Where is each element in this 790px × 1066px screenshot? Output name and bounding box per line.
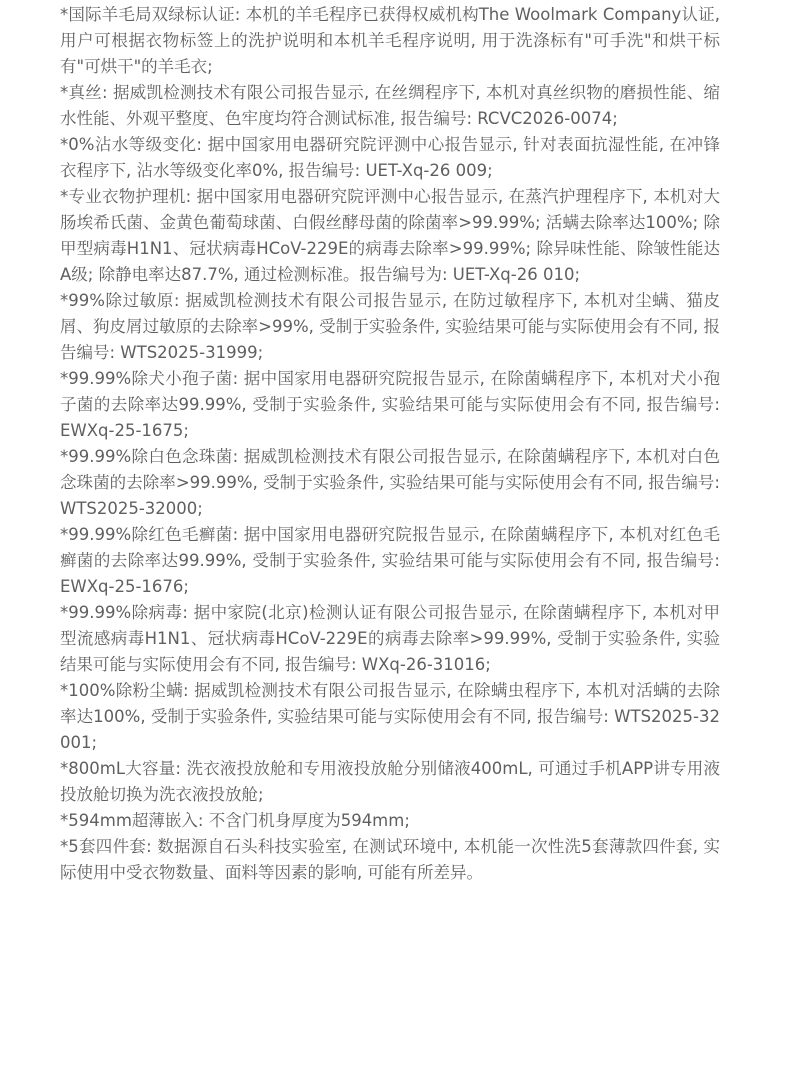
note-slim-built-in: *594mm超薄嵌入: 不含门机身厚度为594mm; — [60, 811, 410, 830]
note-water-repellency: *0%沾水等级变化: 据中国家用电器研究院评测中心报告显示, 针对表面抗湿性能, 在冲锋衣程序下, 沾水等级变化率0%, 报告编号: UET-Xq-26 009; — [60, 135, 720, 180]
note-dust-mite-removal: *100%除粉尘螨: 据威凯检测技术有限公司报告显示, 在除螨虫程序下, 本机对活螨的去除率达100%, 受制于实验条件, 实验结果可能与实际使用会有不同, 报告编号: WTS2025-32001; — [60, 681, 720, 752]
note-trichophyton-rubrum: *99.99%除红色毛癣菌: 据中国家用电器研究院报告显示, 在除菌螨程序下, 本机对红色毛癣菌的去除率达99.99%, 受制于实验条件, 实验结果可能与实际使用会有不同, 报告编号: EWXq-25-1676; — [60, 525, 720, 596]
note-detergent-capacity: *800mL大容量: 洗衣液投放舱和专用液投放舱分别储液400mL, 可通过手机APP讲专用液投放舱切换为洗衣液投放舱; — [60, 759, 720, 804]
note-microsporum-canis: *99.99%除犬小孢子菌: 据中国家用电器研究院报告显示, 在除菌螨程序下, 本机对犬小孢子菌的去除率达99.99%, 受制于实验条件, 实验结果可能与实际使用会有不同, 报告编号: EWXq-25-1675; — [60, 369, 720, 440]
note-allergen-removal: *99%除过敏原: 据威凯检测技术有限公司报告显示, 在防过敏程序下, 本机对尘螨、猫皮屑、狗皮屑过敏原的去除率>99%, 受制于实验条件, 实验结果可能与实际使用会有不同, 报告编号: WTS2025-31999; — [60, 291, 720, 362]
note-virus-removal: *99.99%除病毒: 据中家院(北京)检测认证有限公司报告显示, 在除菌螨程序下, 本机对甲型流感病毒H1N1、冠状病毒HCoV-229E的病毒去除率>99.99%, 受制于实验条件, 实验结果可能与实际使用会有不同, 报告编号: WXq-26-31016; — [60, 603, 720, 674]
note-garment-care: *专业衣物护理机: 据中国家用电器研究院评测中心报告显示, 在蒸汽护理程序下, 本机对大肠埃希氏菌、金黄色葡萄球菌、白假丝酵母菌的除菌率>99.99%; 活螨去除率达100%; 除甲型病毒H1N1、冠状病毒HCoV-229E的病毒去除率>99.99%; 除异味性能、除皱性能达A级; 除静电率达87.7%, 通过检测标准。报告编号为: UET-Xq-26 010; — [60, 187, 720, 284]
note-bedding-sets: *5套四件套: 数据源自石头科技实验室, 在测试环境中, 本机能一次性洗5套薄款四件套, 实际使用中受衣物数量、面料等因素的影响, 可能有所差异。 — [60, 837, 720, 882]
note-silk: *真丝: 据威凯检测技术有限公司报告显示, 在丝绸程序下, 本机对真丝织物的磨损性能、缩水性能、外观平整度、色牢度均符合测试标准, 报告编号: RCVC2026-0074; — [60, 83, 720, 128]
disclaimer-notes — [60, 2, 720, 886]
note-candida-albicans: *99.99%除白色念珠菌: 据威凯检测技术有限公司报告显示, 在除菌螨程序下, 本机对白色念珠菌的去除率>99.99%, 受制于实验条件, 实验结果可能与实际使用会有不同, 报告编号: WTS2025-32000; — [60, 447, 720, 518]
note-woolmark: *国际羊毛局双绿标认证: 本机的羊毛程序已获得权威机构The Woolmark Company认证, 用户可根据衣物标签上的洗护说明和本机羊毛程序说明, 用于洗涤标有"可手洗"和烘干标有"可烘干"的羊毛衣; — [60, 5, 720, 76]
